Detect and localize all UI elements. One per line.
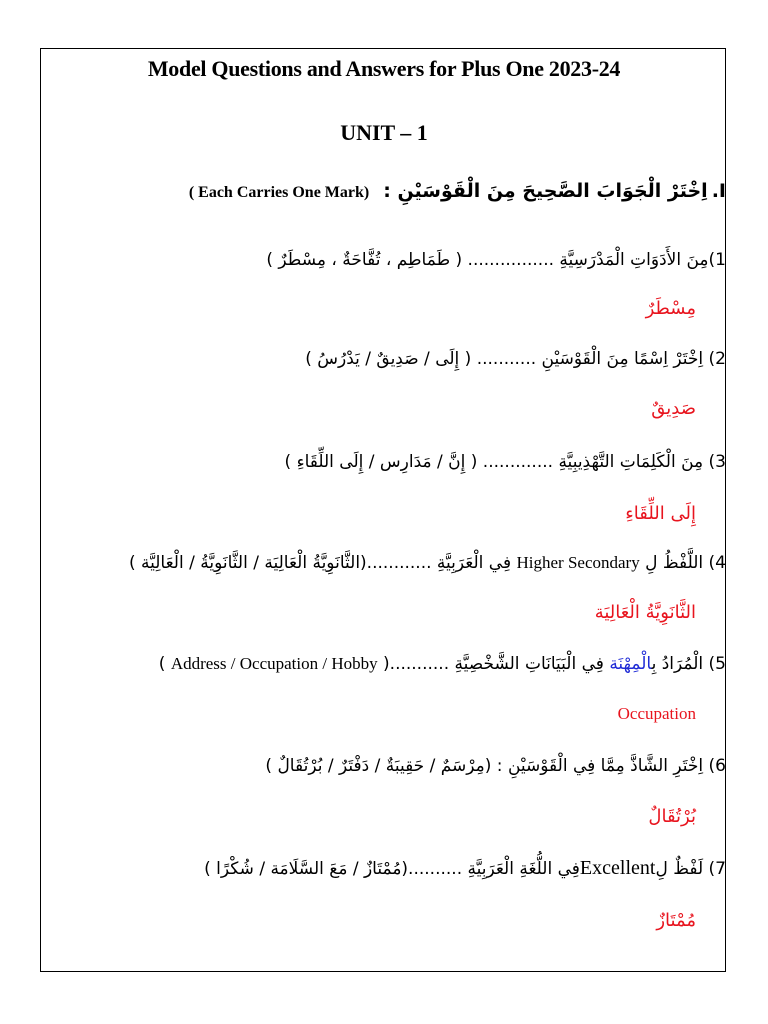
section-instruction-arabic: اِخْتَرْ الْجَوَابَ الصَّحِيحَ مِنَ الْقَوْسَيْنِ : [383, 180, 708, 202]
question-4 [30, 553, 726, 573]
question-2: 2) اِخْتَرْ اِسْمًا مِنَ الْقَوْسَيْنِ ........... ( إِلَى / صَدِيقٌ / يَدْرُسُ ) [305, 349, 726, 369]
answer-2: صَدِيقٌ [651, 398, 696, 419]
question-4-prefix: 4) اللَّفْظُ لِ [639, 553, 726, 573]
question-1: 1)مِنَ الأَدَوَاتِ الْمَدْرَسِيَّةِ ................ ( طَمَاطِم ، تُفَّاحَةٌ ، مِسْطَرٌ ) [266, 250, 726, 270]
answer-3: إِلَى اللِّقَاءِ [625, 503, 696, 524]
unit-heading: UNIT – 1 [340, 120, 428, 145]
question-5 [30, 654, 726, 674]
question-4-suffix: فِي الْعَرَبِيَّةِ ............(الثَّانَوِيَّةُ الْعَالِيَة / الثَّانَوِيَّةُ / الْعَالِيَّة ) [128, 553, 517, 573]
answer-1: مِسْطَرٌ [645, 298, 696, 319]
question-3: 3) مِنَ الْكَلِمَاتِ التَّهْذِيبِيَّةِ ............. ( إِنَّ / مَدَارِس / إِلَى اللِّقَاءِ ) [284, 452, 726, 472]
answer-4: الثَّانَوِيَّةُ الْعَالِيَة [594, 602, 696, 623]
question-5-suffix: فِي الْبَيَانَاتِ الشَّخْصِيَّةِ ...........( [377, 654, 610, 674]
section-heading [60, 180, 726, 220]
document-title: Model Questions and Answers for Plus One 2023-24 [147, 56, 621, 81]
answer-7: مُمْتَازٌ [656, 910, 696, 931]
question-5-options: Address / Occupation / Hobby [170, 654, 378, 673]
question-4-english-term: Higher Secondary [516, 553, 640, 572]
question-5-highlight: الْمِهْنَة [609, 654, 652, 674]
question-7-suffix: فِي اللُّغَةِ الْعَرَبِيَّةِ ..........(مُمْتَازٌ / مَعَ السَّلَامَة / شُكْرًا ) [204, 859, 580, 879]
question-5-prefix: 5) الْمُرَادُ بِ [651, 654, 726, 674]
question-6: 6) اِخْتَرِ الشَّاذَّ مِمَّا فِي الْقَوْسَيْنِ : (مِرْسَمٌ / حَقِيبَةٌ / دَفْتَرٌ / بُرْتُقَالٌ ) [265, 756, 726, 776]
answer-6: بُرْتُقَالٌ [648, 806, 696, 827]
question-7-english-term: Excellent [579, 857, 656, 879]
question-7-prefix: 7) لَفْظٌ لِ [655, 859, 726, 879]
section-mark-note: ( Each Carries One Mark) [188, 184, 370, 201]
question-5-end: ) [158, 654, 171, 674]
question-7 [30, 857, 726, 880]
answer-5: Occupation [617, 704, 696, 723]
section-number: I. [711, 180, 726, 202]
